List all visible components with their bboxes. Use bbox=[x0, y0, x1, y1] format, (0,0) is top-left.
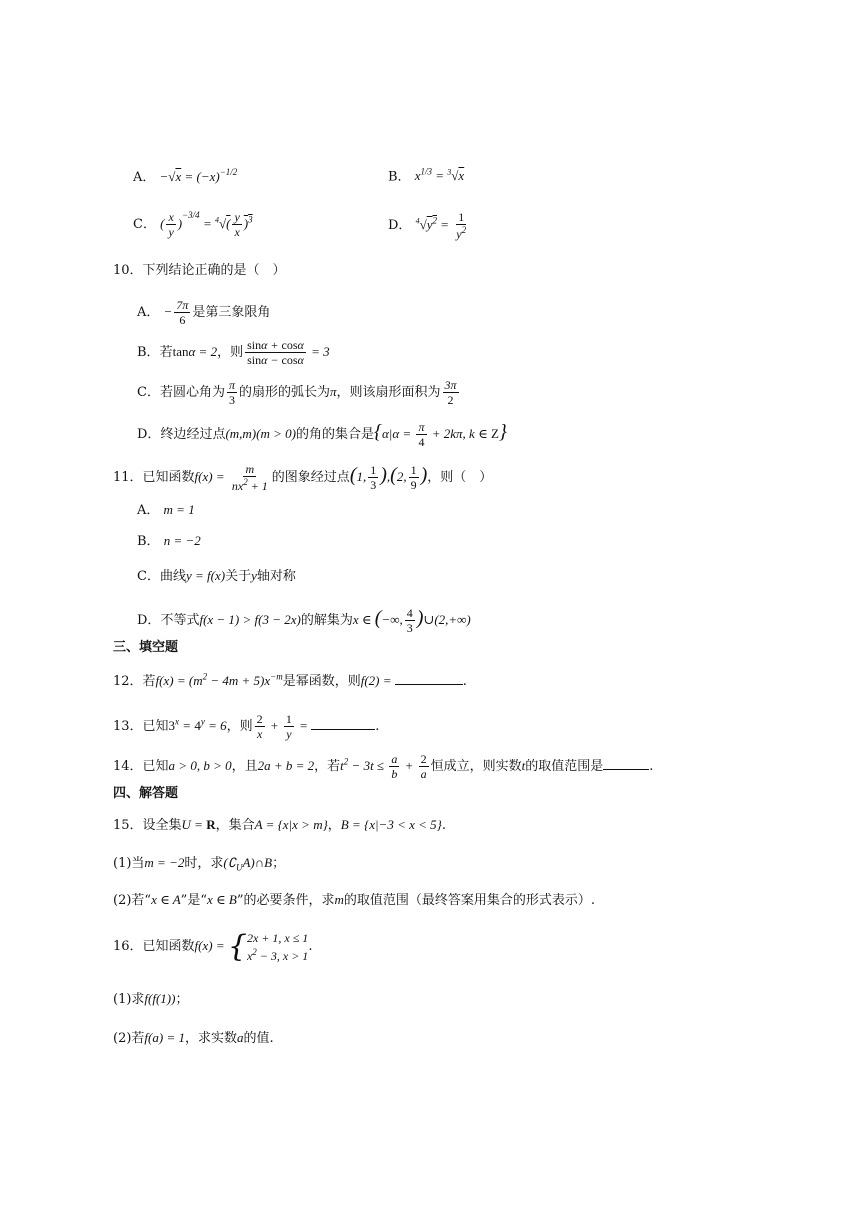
formula: m = −2 bbox=[144, 855, 185, 870]
question-text: ”是“ bbox=[180, 893, 207, 908]
option-label: B． bbox=[388, 169, 411, 185]
option-label: C． bbox=[137, 384, 160, 400]
formula: (m,m)(m > 0) bbox=[225, 425, 296, 441]
q15-part2 bbox=[113, 893, 595, 907]
formula: B = {x|−3 < x < 5} bbox=[340, 817, 442, 832]
question-text: 的图象经过点 bbox=[271, 469, 350, 485]
formula: y bbox=[251, 568, 257, 583]
question-text: (2)若“ bbox=[113, 893, 152, 908]
section-title bbox=[113, 641, 178, 654]
question-text: ； bbox=[272, 856, 286, 871]
formula: f(f(1)) bbox=[144, 991, 176, 1006]
question-text: (2)若 bbox=[113, 1031, 145, 1046]
option-label: D． bbox=[137, 426, 161, 442]
option-label: A． bbox=[137, 304, 160, 320]
formula: (1, $\frac{1}{3}$ ),(2, $\frac{1}{9}$ ) bbox=[349, 463, 428, 493]
q9-option-c bbox=[133, 210, 253, 240]
question-text: 12．若 bbox=[113, 674, 156, 689]
option-text: 关于 bbox=[225, 569, 252, 584]
q10-option-a bbox=[137, 298, 270, 328]
option-text: 曲线 bbox=[159, 569, 186, 584]
formula: {α|α = $\frac{\pi}{4}$ + 2kπ, k ∈ Z} bbox=[373, 420, 507, 450]
q12 bbox=[113, 672, 467, 688]
q10-stem bbox=[113, 264, 286, 277]
question-text: 的取值范围（最终答案用集合的形式表示）. bbox=[343, 893, 595, 908]
option-text: ，则 bbox=[217, 344, 244, 360]
option-text: 终边经过点 bbox=[160, 426, 226, 442]
question-text: ，则（ ） bbox=[427, 469, 493, 485]
option-text: 的角的集合是 bbox=[295, 426, 374, 442]
question-text: . bbox=[375, 718, 380, 734]
option-text: 的扇形的弧长为 bbox=[238, 384, 330, 400]
question-text: . bbox=[649, 758, 654, 774]
question-text: 是幂函数，则 bbox=[282, 674, 361, 689]
formula: $f(x) = (m^2 - 4m + 5)x^{-m}$ bbox=[155, 671, 283, 688]
option-label: D． bbox=[388, 217, 412, 233]
q16-part1 bbox=[113, 992, 188, 1006]
formula: m bbox=[334, 892, 344, 907]
q9-option-a bbox=[133, 168, 237, 184]
formula: n = −2 bbox=[163, 533, 201, 548]
question-text: . bbox=[441, 818, 446, 833]
formula: f(x − 1) > f(3 − 2x) bbox=[199, 611, 301, 627]
formula: f(a) = 1 bbox=[144, 1030, 185, 1045]
formula: a > 0, b > 0 bbox=[168, 757, 232, 773]
question-text: ”的必要条件，求 bbox=[236, 893, 335, 908]
formula: a bbox=[236, 1030, 244, 1045]
q11-option-b bbox=[137, 534, 201, 548]
formula: tanα = 2 bbox=[172, 343, 218, 359]
option-text: ，则该扇形面积为 bbox=[336, 384, 441, 400]
question-text: 恒成立，则实数 bbox=[430, 758, 522, 774]
option-text: 若圆心角为 bbox=[159, 384, 225, 400]
formula: x ∈ A bbox=[151, 892, 181, 907]
q9-option-b bbox=[388, 168, 464, 183]
q11-option-c bbox=[137, 569, 296, 583]
question-text: (1)求 bbox=[113, 992, 145, 1007]
answer-blank[interactable] bbox=[395, 672, 463, 685]
option-text: 轴对称 bbox=[256, 569, 296, 584]
formula: x ∈ B bbox=[206, 892, 237, 907]
option-text: 若 bbox=[159, 344, 173, 360]
option-label: D． bbox=[137, 612, 161, 628]
question-text: 11．已知函数 bbox=[113, 469, 195, 485]
formula: $^4√y^2$ = $\frac{1}{y^2}$ bbox=[415, 210, 467, 242]
formula: 2a + b = 2 bbox=[257, 757, 315, 773]
section-title-text: 四、解答题 bbox=[113, 786, 179, 801]
q11-option-a bbox=[137, 503, 195, 517]
question-text: 10．下列结论正确的是（ ） bbox=[113, 263, 286, 278]
question-text: 16．已知函数 bbox=[113, 939, 195, 955]
question-text: ，集合 bbox=[215, 818, 255, 833]
q15-stem bbox=[113, 818, 446, 832]
q10-option-b bbox=[137, 338, 330, 368]
formula: $x^{1/3} = ^3√x$ bbox=[414, 167, 465, 184]
formula: $(∁_UA)\cap B$ bbox=[223, 855, 273, 873]
formula: A = {x|x > m} bbox=[254, 817, 328, 832]
answer-blank[interactable] bbox=[603, 757, 649, 770]
q16-part2 bbox=[113, 1031, 274, 1045]
question-text: 15．设全集 bbox=[113, 818, 182, 833]
formula: x ∈ (−∞, $\frac{4}{3}$ )∪(2,+∞) bbox=[352, 606, 471, 636]
option-label: B． bbox=[137, 344, 160, 360]
formula: $\frac{3\pi}{2}$ bbox=[444, 378, 457, 408]
formula: $\frac{\pi}{3}$ bbox=[228, 378, 235, 408]
question-text: . bbox=[308, 939, 313, 955]
question-text: 的值. bbox=[243, 1031, 274, 1046]
formula: ( $\frac{x}{y}$ )$^{-3/4}$ = $^4$√( $\frac{y}{x}$ )$^3$ bbox=[160, 209, 253, 240]
question-text: (1)当 bbox=[113, 856, 145, 871]
question-text: ，若 bbox=[314, 758, 341, 774]
option-text: 是第三象限角 bbox=[192, 304, 271, 320]
formula: $-√x = (-x)^{-1/2}$ bbox=[159, 167, 238, 184]
q16-stem bbox=[113, 930, 312, 964]
question-text: ，则 bbox=[226, 718, 253, 734]
question-text: ，且 bbox=[231, 758, 258, 774]
question-text: . bbox=[462, 674, 467, 689]
question-text: ， bbox=[327, 818, 341, 833]
option-label: B． bbox=[137, 534, 160, 549]
answer-blank[interactable] bbox=[311, 717, 375, 730]
formula: $t^2 - 3t$ ≤ $\frac{a}{b}$ + $\frac{2}{a}$ bbox=[340, 752, 427, 782]
formula: U = R bbox=[181, 817, 216, 832]
formula: f(x) = { 2x + 1, x ≤ 1 $x^2 - 3$, x > 1 bbox=[194, 929, 309, 965]
q13 bbox=[113, 712, 379, 742]
q11-stem bbox=[113, 462, 492, 494]
formula: π bbox=[330, 383, 337, 399]
section-title-text: 三、填空题 bbox=[113, 640, 179, 655]
option-text: 不等式 bbox=[160, 612, 200, 628]
formula: f(2) = bbox=[360, 673, 395, 688]
q10-option-c bbox=[137, 378, 461, 408]
formula: − $\frac{7\pi}{6}$ bbox=[163, 298, 189, 328]
option-text: 的解集为 bbox=[300, 612, 353, 628]
option-label: A． bbox=[137, 503, 160, 518]
formula: m = 1 bbox=[163, 502, 195, 517]
formula: y = f(x) bbox=[185, 568, 226, 583]
question-text: ； bbox=[175, 992, 189, 1007]
question-text: 13．已知 bbox=[113, 718, 169, 734]
option-label: C． bbox=[133, 216, 156, 232]
question-text: ，求实数 bbox=[184, 1031, 237, 1046]
question-text: 时，求 bbox=[184, 856, 224, 871]
question-text: 的取值范围是 bbox=[525, 758, 604, 774]
formula: f(x) = $\frac{m}{nx^2 + 1}$ bbox=[194, 462, 268, 494]
q15-part1 bbox=[113, 856, 285, 873]
option-label: A． bbox=[133, 170, 156, 185]
option-label: C． bbox=[137, 569, 160, 584]
q10-option-d bbox=[137, 420, 507, 450]
question-text: 14．已知 bbox=[113, 758, 169, 774]
formula: $3^x = 4^y = 6$ bbox=[168, 716, 227, 733]
formula: t bbox=[521, 757, 526, 773]
section-title bbox=[113, 787, 178, 800]
q9-option-d bbox=[388, 210, 470, 242]
formula: $\frac{\sin\alpha + \cos\alpha}{\sin\alpha - \cos\alpha}$ = 3 bbox=[247, 338, 330, 368]
q11-option-d bbox=[137, 606, 471, 636]
formula: $\frac{2}{x}$ + $\frac{1}{y}$ = bbox=[256, 712, 312, 742]
q14 bbox=[113, 752, 653, 782]
